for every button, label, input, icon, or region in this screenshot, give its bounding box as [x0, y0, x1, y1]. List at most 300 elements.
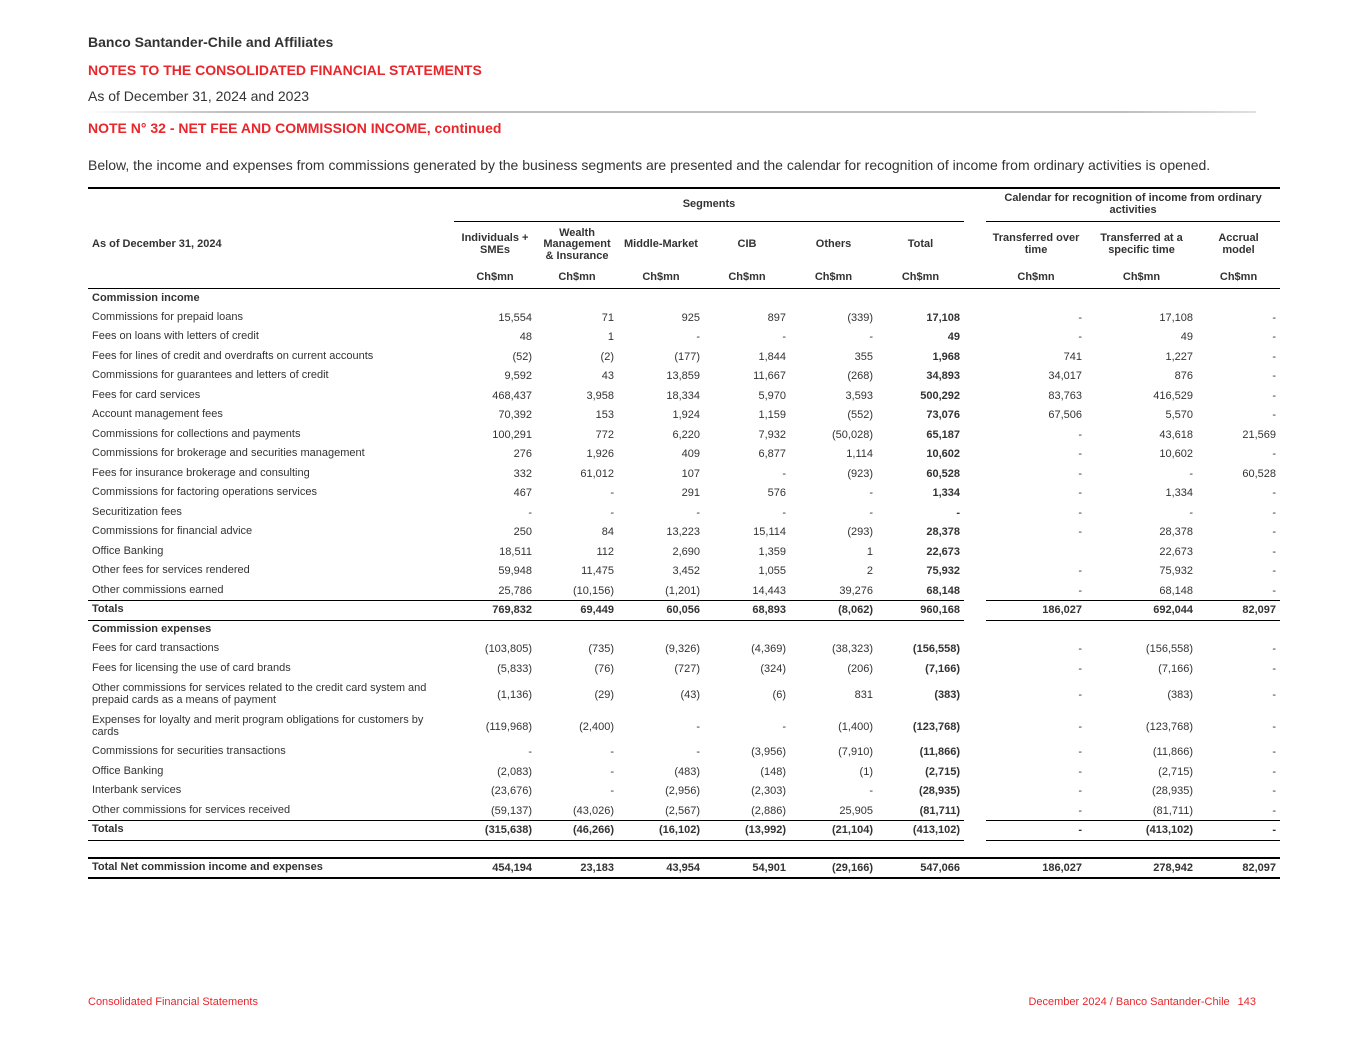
table-row	[88, 523, 1280, 543]
cell-value: (10,156)	[573, 584, 614, 597]
cell-value: 10,602	[1159, 448, 1194, 461]
cell-value: -	[610, 506, 614, 519]
cell-value: (8,062)	[790, 601, 877, 621]
cell-value: 9,592	[504, 370, 532, 383]
cell-value: 186,027	[986, 858, 1086, 878]
cell-value: 692,044	[1086, 601, 1197, 621]
cell-value: 1,844	[758, 350, 786, 363]
row-label: Other commissions for services received	[92, 803, 291, 816]
cell-value: 100,291	[492, 428, 532, 441]
cell-value: -	[696, 746, 700, 759]
table-row	[88, 542, 1280, 562]
cell-value: 409	[681, 448, 700, 461]
cell-value: (5,833)	[497, 662, 532, 675]
cell-value: (13,992)	[704, 821, 790, 841]
cell-value: 2,690	[672, 545, 700, 558]
row-label: Fees on loans with letters of credit	[92, 330, 259, 343]
cell-value: 60,528	[926, 467, 961, 480]
page-number: 143	[1237, 996, 1256, 1008]
cell-value: 276	[513, 448, 532, 461]
cell-value: -	[1272, 643, 1277, 656]
row-label: Commissions for factoring operations services	[92, 486, 317, 499]
cell-value: -	[1078, 804, 1083, 817]
cell-value: -	[1078, 688, 1083, 701]
cell-value: (148)	[760, 765, 786, 778]
cell-value: (483)	[674, 765, 700, 778]
cell-value: 500,292	[920, 389, 961, 402]
cell-value: -	[1078, 662, 1083, 675]
col-header-accrual: Accrual model	[1218, 232, 1259, 256]
cell-value: 67,506	[1048, 409, 1083, 422]
cell-value: (1,400)	[838, 720, 873, 733]
section-label: Commission expenses	[92, 623, 212, 636]
income-section-header	[88, 289, 1280, 309]
cell-value: (383)	[1167, 688, 1194, 701]
cell-value: 278,942	[1086, 858, 1197, 878]
cell-value: 83,763	[1048, 389, 1083, 402]
cell-value: 60,528	[1242, 467, 1277, 480]
table-body	[88, 289, 1280, 879]
unit-label: Ch$mn	[618, 268, 704, 289]
notes-title: NOTES TO THE CONSOLIDATED FINANCIAL STATEMENTS	[88, 62, 482, 78]
cell-value: 11,667	[753, 370, 786, 383]
cell-value	[986, 542, 1086, 562]
cell-value: -	[610, 785, 614, 798]
cell-value: (383)	[934, 688, 961, 701]
cell-value: -	[1272, 389, 1277, 402]
cell-value: 21,569	[1242, 428, 1277, 441]
cell-value: (38,323)	[832, 643, 873, 656]
cell-value: 34,017	[1048, 370, 1083, 383]
cell-value: -	[956, 506, 961, 519]
cell-value: -	[696, 506, 700, 519]
cell-value: 576	[767, 487, 786, 500]
cell-value: (315,638)	[454, 821, 536, 841]
cell-value: -	[610, 765, 614, 778]
table-row	[88, 782, 1280, 802]
cell-value: 13,223	[666, 526, 700, 539]
row-label: Commissions for securities transactions	[92, 745, 286, 758]
row-label: Other commissions earned	[92, 583, 224, 596]
cell-value: -	[1272, 311, 1277, 324]
cell-value: (59,137)	[491, 804, 532, 817]
cell-value: 15,554	[498, 311, 532, 324]
cell-value: -	[1078, 428, 1083, 441]
cell-value: (11,866)	[1152, 746, 1194, 759]
cell-value: (29,166)	[790, 858, 877, 878]
row-label: Commissions for financial advice	[92, 525, 253, 538]
cell-value: (2,303)	[751, 785, 786, 798]
cell-value: -	[1272, 448, 1277, 461]
cell-value: 13,859	[666, 370, 700, 383]
table-row	[88, 679, 1280, 711]
cell-value: (156,558)	[1145, 643, 1194, 656]
cell-value: 84	[601, 526, 614, 539]
col-header-specific-time: Transferred at a specific time	[1100, 232, 1183, 256]
cell-value: -	[1078, 448, 1083, 461]
table-row	[88, 425, 1280, 445]
intro-paragraph: Below, the income and expenses from commissions generated by the business segments are presented and the calendar for recognition of income from ordinary activities is opened.	[88, 157, 1211, 173]
date-line: As of December 31, 2024 and 2023	[88, 88, 310, 104]
cell-value: (43)	[680, 688, 700, 701]
row-label: Totals	[88, 821, 454, 841]
cell-value: 332	[513, 467, 532, 480]
cell-value: (1)	[859, 765, 873, 778]
cell-value: 7,932	[758, 428, 786, 441]
cell-value: 18,511	[499, 545, 532, 558]
table-row	[88, 347, 1280, 367]
cell-value: (268)	[847, 370, 873, 383]
cell-value: -	[1197, 821, 1280, 841]
cell-value: (81,711)	[1152, 804, 1194, 817]
cell-value: -	[528, 746, 532, 759]
table-row	[88, 659, 1280, 679]
cell-value: 250	[513, 526, 532, 539]
cell-value: 772	[595, 428, 614, 441]
cell-value: (7,166)	[1158, 662, 1194, 675]
cell-value: -	[1272, 565, 1277, 578]
row-label: Fees for card transactions	[92, 642, 220, 655]
cell-value: 5,970	[758, 389, 786, 402]
cell-value: -	[1078, 765, 1083, 778]
cell-value: 22,673	[1159, 545, 1194, 558]
cell-value: 454,194	[454, 858, 536, 878]
cell-value: 68,148	[926, 584, 961, 597]
cell-value: 43,954	[618, 858, 704, 878]
cell-value: 28,378	[926, 526, 961, 539]
cell-value: (23,676)	[491, 785, 532, 798]
col-header-others: Others	[815, 238, 852, 251]
cell-value: -	[1272, 331, 1277, 344]
cell-value: -	[1078, 506, 1083, 519]
cell-value: (21,104)	[790, 821, 877, 841]
cell-value: (2,400)	[579, 720, 614, 733]
cell-value: 960,168	[877, 601, 964, 621]
cell-value: 1,114	[846, 448, 873, 461]
cell-value: -	[1078, 746, 1083, 759]
table-row	[88, 308, 1280, 328]
cell-value: 1,968	[932, 350, 961, 363]
cell-value: -	[1272, 662, 1277, 675]
cell-value: (2,715)	[1158, 765, 1194, 778]
cell-value: 17,108	[926, 311, 961, 324]
cell-value: 1,359	[758, 545, 786, 558]
cell-value: 49	[947, 331, 961, 344]
unit-label: Ch$mn	[536, 268, 618, 289]
row-label: Securitization fees	[92, 505, 182, 518]
cell-value: (6)	[772, 688, 786, 701]
cell-value: 25,905	[839, 804, 873, 817]
cell-value: 2	[866, 565, 873, 578]
cell-value: 467	[513, 487, 532, 500]
cell-value: 1,159	[758, 409, 786, 422]
cell-value: -	[1078, 584, 1083, 597]
footer-doc-title: December 2024 / Banco Santander-Chile	[1028, 996, 1230, 1008]
col-header-middle-market: Middle-Market	[624, 238, 698, 251]
cell-value: 1,334	[932, 487, 961, 500]
cell-value: 1,924	[672, 409, 700, 422]
cell-value: 10,602	[926, 448, 961, 461]
cell-value: 186,027	[986, 601, 1086, 621]
cell-value: -	[782, 506, 786, 519]
cell-value: 107	[681, 467, 700, 480]
header-divider	[88, 111, 1256, 113]
cell-value: 23,183	[536, 858, 618, 878]
cell-value: -	[1189, 467, 1194, 480]
cell-value: -	[1272, 785, 1277, 798]
as-of-header: As of December 31, 2024	[92, 237, 222, 250]
cell-value: 43	[601, 370, 614, 383]
row-label: Fees for licensing the use of card brands	[92, 661, 291, 674]
cell-value: -	[782, 720, 786, 733]
note-title: NOTE N° 32 - NET FEE AND COMMISSION INCOME, continued	[88, 120, 502, 136]
cell-value: -	[869, 331, 873, 344]
table-row	[88, 503, 1280, 523]
cell-value: -	[1272, 688, 1277, 701]
cell-value: (339)	[847, 311, 873, 324]
footer-right	[1028, 996, 1256, 1008]
row-label: Other fees for services rendered	[92, 564, 250, 577]
cell-value: -	[1078, 526, 1083, 539]
cell-value: 75,932	[926, 565, 961, 578]
row-label: Expenses for loyalty and merit program obligations for customers by cards	[92, 713, 424, 738]
cell-value: 769,832	[454, 601, 536, 621]
cell-value: 25,786	[498, 584, 532, 597]
cell-value: 741	[1063, 350, 1083, 363]
row-label: Office Banking	[92, 764, 164, 777]
cell-value: -	[1272, 584, 1277, 597]
cell-value: 1,334	[1165, 487, 1194, 500]
cell-value: (9,326)	[665, 643, 700, 656]
cell-value: 39,276	[839, 584, 873, 597]
cell-value: 1,926	[586, 448, 614, 461]
cell-value: (76)	[594, 662, 614, 675]
table-row	[88, 581, 1280, 601]
row-label: Commissions for prepaid loans	[92, 310, 244, 323]
cell-value: -	[869, 506, 873, 519]
cell-value: (28,935)	[1152, 785, 1194, 798]
cell-value: 28,378	[1159, 526, 1194, 539]
cell-value: -	[1078, 331, 1083, 344]
cell-value: 6,877	[758, 448, 786, 461]
grand-total-row	[88, 858, 1280, 878]
cell-value: 48	[519, 331, 532, 344]
cell-value: 1	[866, 545, 873, 558]
cell-value: (119,968)	[485, 720, 532, 733]
unit-label: Ch$mn	[877, 268, 964, 289]
table-row	[88, 640, 1280, 660]
cell-value: (16,102)	[618, 821, 704, 841]
cell-value: 291	[681, 487, 700, 500]
col-header-over-time: Transferred over time	[992, 232, 1080, 256]
cell-value: 112	[596, 545, 614, 558]
cell-value: 70,392	[498, 409, 532, 422]
cell-value: 468,437	[492, 389, 532, 402]
section-label: Commission income	[92, 291, 200, 304]
cell-value: (29)	[594, 688, 614, 701]
cell-value: 82,097	[1197, 858, 1280, 878]
cell-value: (7,166)	[925, 662, 961, 675]
cell-value: -	[782, 331, 786, 344]
cell-value: 416,529	[1153, 389, 1194, 402]
calendar-group-header: Calendar for recognition of income from ordinary activities	[986, 188, 1280, 222]
cell-value: -	[1078, 311, 1083, 324]
cell-value: 54,901	[704, 858, 790, 878]
expense-totals-row	[88, 821, 1280, 841]
row-label: Commissions for collections and payments	[92, 427, 301, 440]
cell-value: (293)	[847, 526, 873, 539]
row-label: Total Net commission income and expenses	[88, 858, 454, 878]
cell-value: (2,567)	[665, 804, 700, 817]
cell-value: (46,266)	[536, 821, 618, 841]
cell-value: -	[986, 821, 1086, 841]
cell-value: 547,066	[877, 858, 964, 878]
cell-value: 3,593	[845, 389, 873, 402]
unit-label: Ch$mn	[1086, 268, 1197, 289]
table-row	[88, 801, 1280, 821]
footer-left: Consolidated Financial Statements	[88, 996, 258, 1008]
table-row	[88, 406, 1280, 426]
cell-value: -	[1078, 785, 1083, 798]
cell-value: 831	[854, 688, 873, 701]
cell-value: 34,893	[926, 370, 961, 383]
cell-value: -	[869, 785, 873, 798]
cell-value: (123,768)	[912, 720, 961, 733]
row-label: Account management fees	[92, 408, 223, 421]
cell-value: -	[696, 331, 700, 344]
cell-value: -	[528, 506, 532, 519]
cell-value: -	[1078, 565, 1083, 578]
row-label: Fees for card services	[92, 388, 201, 401]
cell-value: 1	[607, 331, 614, 344]
cell-value: 1,227	[1165, 350, 1194, 363]
cell-value: 17,108	[1159, 311, 1194, 324]
table-row	[88, 562, 1280, 582]
commission-table	[88, 187, 1280, 879]
table-row	[88, 386, 1280, 406]
cell-value: 22,673	[926, 545, 961, 558]
cell-value: -	[1272, 350, 1277, 363]
cell-value: 59,948	[498, 565, 532, 578]
col-header-individuals: Individuals + SMEs	[461, 232, 529, 256]
cell-value: 61,012	[580, 467, 614, 480]
cell-value: 897	[767, 311, 786, 324]
cell-value: -	[1272, 487, 1277, 500]
cell-value: -	[1272, 804, 1277, 817]
row-label: Other commissions for services related to the credit card system and prepaid cards as a means of payment	[92, 681, 427, 706]
spacer-row	[88, 840, 1280, 858]
cell-value: (413,102)	[877, 821, 964, 841]
table-row	[88, 445, 1280, 465]
cell-value: 75,932	[1159, 565, 1194, 578]
row-label: Totals	[88, 601, 454, 621]
cell-value: 43,618	[1159, 428, 1194, 441]
cell-value: 355	[854, 350, 873, 363]
cell-value: -	[610, 746, 614, 759]
cell-value: -	[782, 467, 786, 480]
row-label: Office Banking	[92, 544, 164, 557]
unit-label: Ch$mn	[704, 268, 790, 289]
cell-value: 3,958	[586, 389, 614, 402]
cell-value: (123,768)	[1145, 720, 1194, 733]
table-row	[88, 367, 1280, 387]
col-header-total: Total	[907, 238, 934, 251]
table-row	[88, 762, 1280, 782]
table-row	[88, 464, 1280, 484]
cell-value: -	[696, 720, 700, 733]
cell-value: 69,449	[536, 601, 618, 621]
cell-value: (11,866)	[919, 746, 961, 759]
cell-value: (28,935)	[919, 785, 961, 798]
cell-value: 65,187	[926, 428, 961, 441]
cell-value: 11,475	[581, 565, 614, 578]
cell-value: 73,076	[926, 409, 961, 422]
cell-value: (4,369)	[751, 643, 786, 656]
cell-value: (1,201)	[665, 584, 700, 597]
cell-value: (52)	[512, 350, 532, 363]
cell-value: -	[610, 487, 614, 500]
cell-value: (1,136)	[497, 688, 532, 701]
segments-group-header: Segments	[454, 188, 964, 222]
cell-value: 18,334	[666, 389, 700, 402]
cell-value: (43,026)	[573, 804, 614, 817]
cell-value: -	[1272, 370, 1277, 383]
cell-value: (735)	[588, 643, 614, 656]
cell-value: -	[1078, 467, 1083, 480]
cell-value: 876	[1174, 370, 1194, 383]
row-label: Interbank services	[92, 784, 182, 797]
row-label: Fees for insurance brokerage and consulting	[92, 466, 310, 479]
unit-label: Ch$mn	[454, 268, 536, 289]
cell-value: -	[1272, 545, 1277, 558]
cell-value: (552)	[847, 409, 873, 422]
cell-value: (7,910)	[838, 746, 873, 759]
cell-value: 49	[1180, 331, 1194, 344]
cell-value: (177)	[674, 350, 700, 363]
unit-label: Ch$mn	[790, 268, 877, 289]
row-label: Fees for lines of credit and overdrafts on current accounts	[92, 349, 374, 362]
cell-value: (3,956)	[751, 746, 786, 759]
cell-value: -	[869, 487, 873, 500]
unit-label: Ch$mn	[986, 268, 1086, 289]
cell-value: 6,220	[672, 428, 700, 441]
table-row	[88, 743, 1280, 763]
cell-value: 1,055	[758, 565, 786, 578]
cell-value: (413,102)	[1086, 821, 1197, 841]
cell-value: 71	[601, 311, 614, 324]
cell-value: -	[1078, 487, 1083, 500]
cell-value: (81,711)	[919, 804, 961, 817]
cell-value: -	[1272, 746, 1277, 759]
cell-value: (2,083)	[497, 765, 532, 778]
row-label: Commissions for guarantees and letters of credit	[92, 369, 329, 382]
cell-value: 14,443	[752, 584, 786, 597]
cell-value: -	[1272, 526, 1277, 539]
cell-value: (727)	[674, 662, 700, 675]
cell-value: (156,558)	[912, 643, 961, 656]
cell-value: 153	[595, 409, 614, 422]
cell-value: 3,452	[672, 565, 700, 578]
income-totals-row	[88, 601, 1280, 621]
cell-value: 82,097	[1197, 601, 1280, 621]
cell-value: (324)	[760, 662, 786, 675]
cell-value: -	[1272, 765, 1277, 778]
col-header-cib: CIB	[737, 238, 757, 251]
cell-value: 925	[681, 311, 700, 324]
cell-value: (2,715)	[925, 765, 961, 778]
unit-label: Ch$mn	[1197, 268, 1280, 289]
cell-value: 5,570	[1165, 409, 1194, 422]
